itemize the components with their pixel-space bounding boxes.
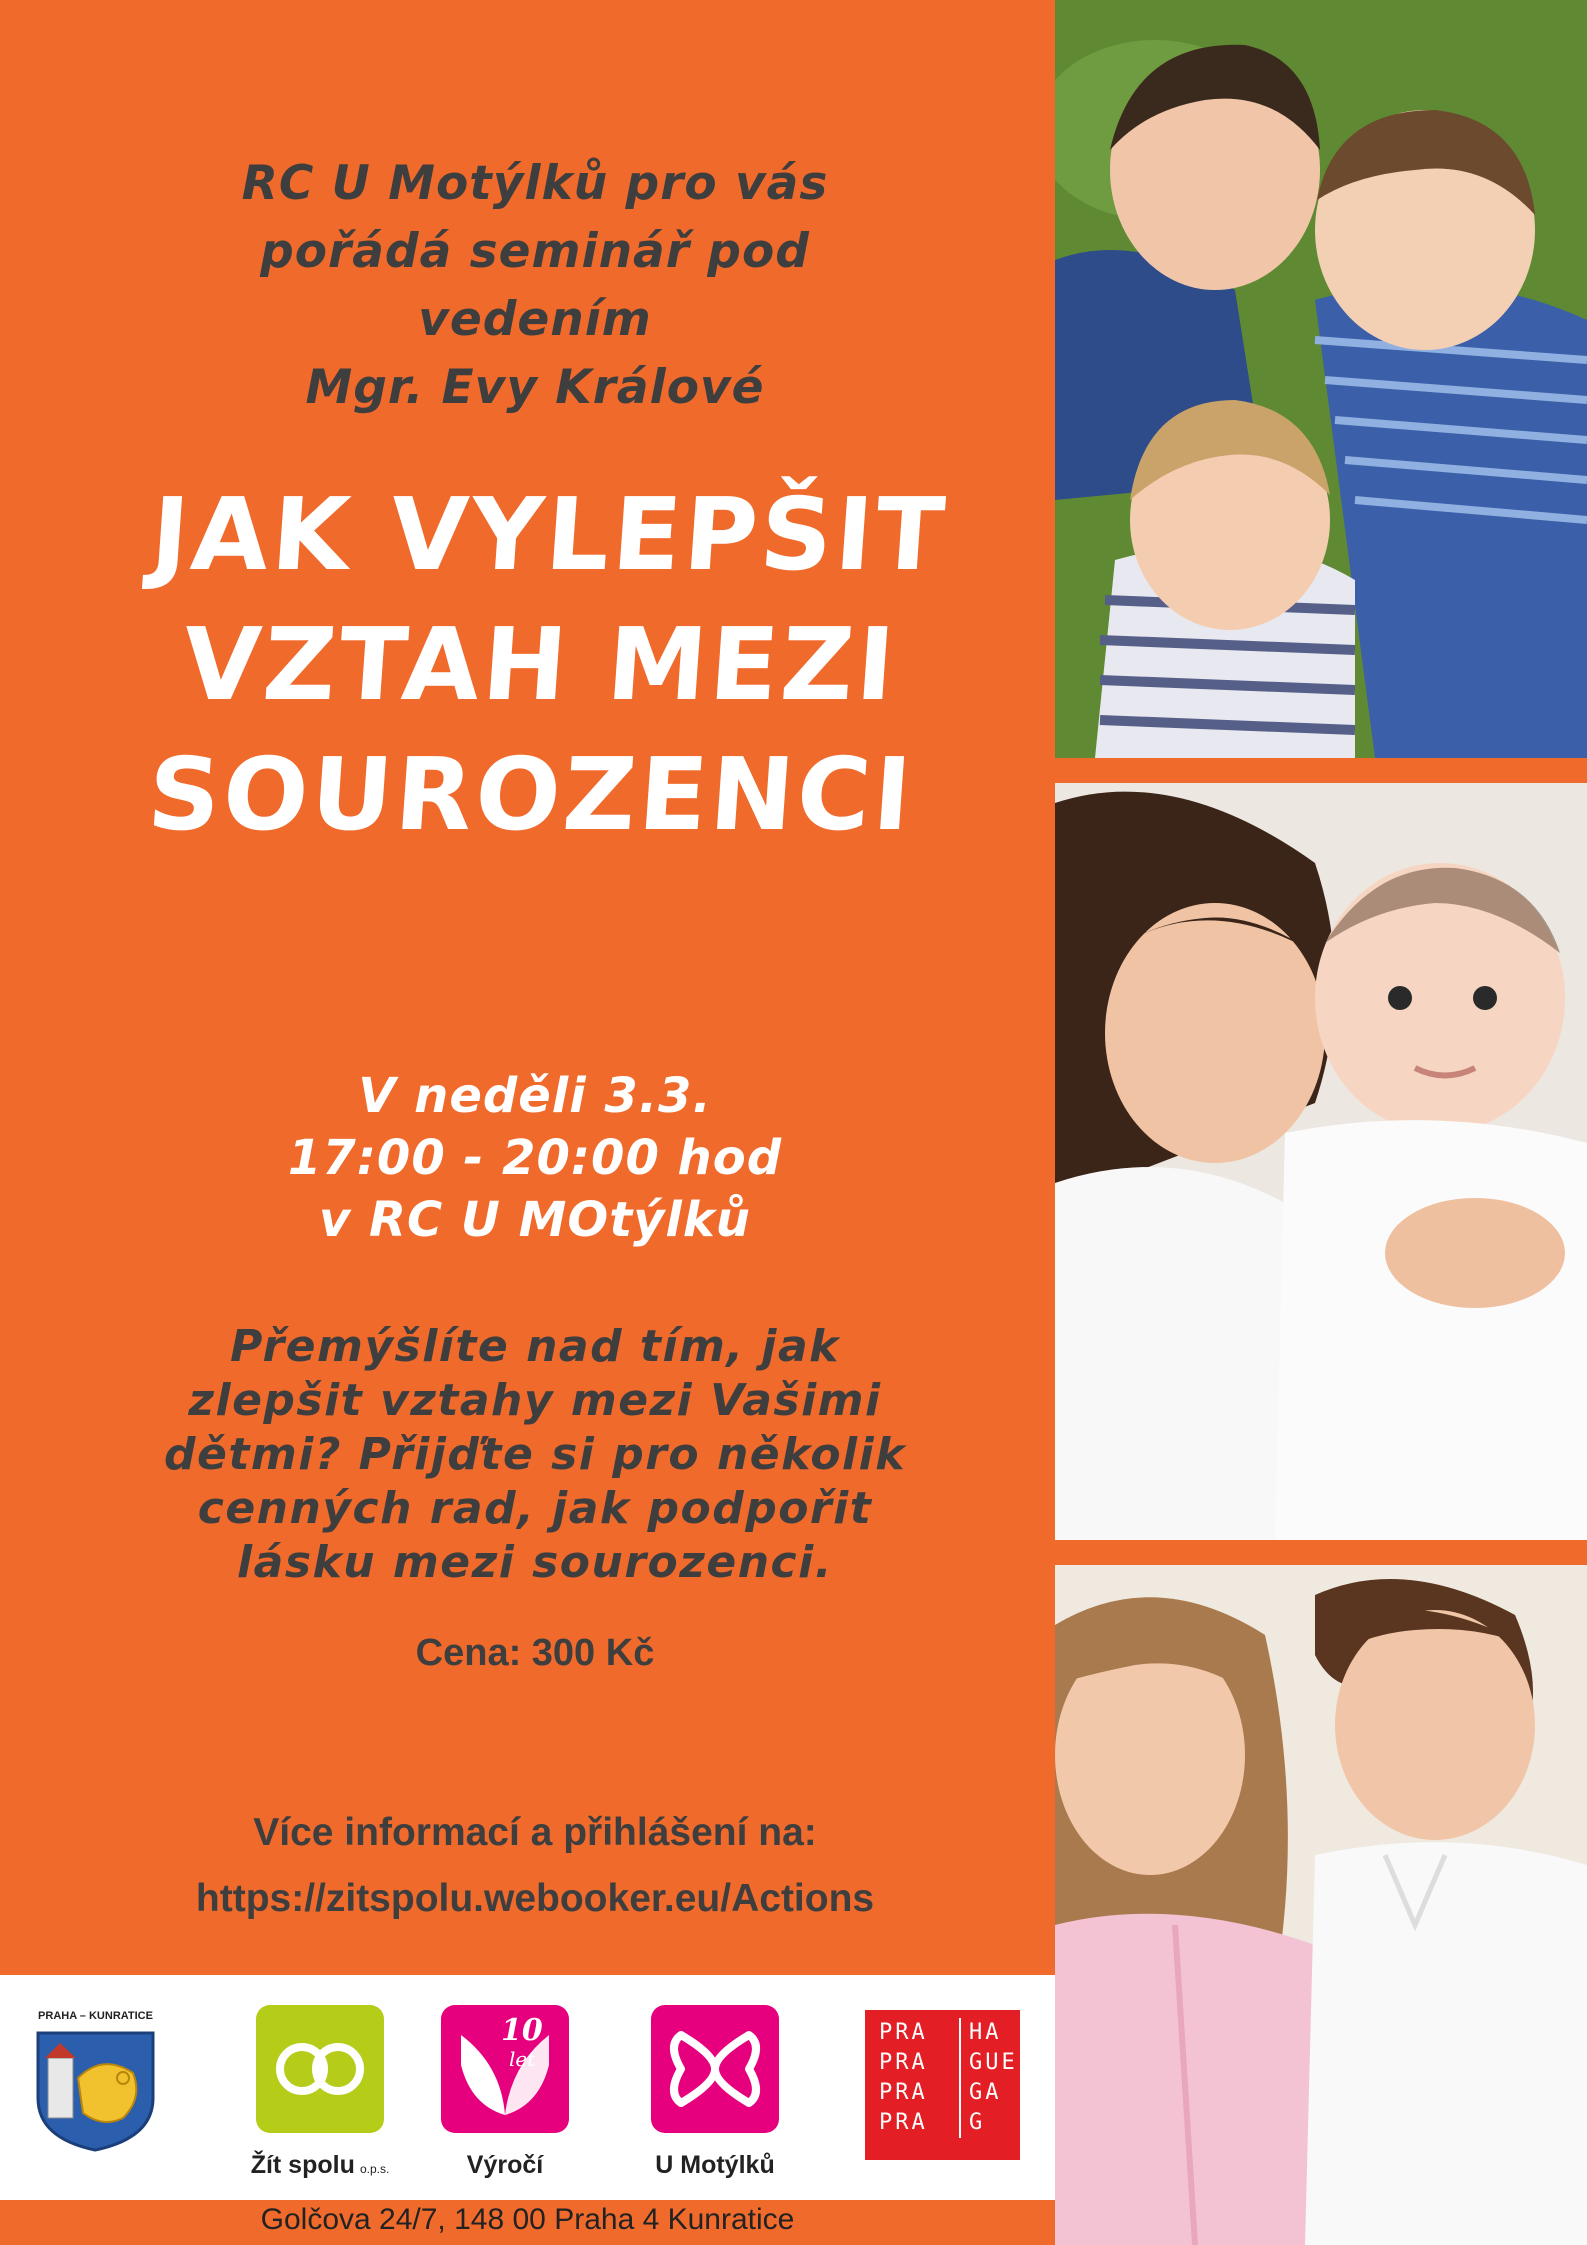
description-line: Přemýšlíte nad tím, jak <box>230 1321 840 1372</box>
prague-cell: PRA <box>879 2108 961 2138</box>
prague-cell: HA <box>969 2020 1002 2045</box>
photo-girl-kissing-baby <box>1055 783 1587 1540</box>
prague-logo <box>865 2010 1020 2160</box>
three-boys-illustration <box>1055 0 1587 758</box>
time-line: 17:00 - 20:00 hod <box>287 1130 783 1186</box>
description-line: dětmi? Přijďte si pro několik <box>164 1429 906 1480</box>
kunratice-coat-of-arms-icon <box>33 2028 158 2153</box>
intro-line: Mgr. Evy Králové <box>305 360 765 415</box>
anniversary-word: let <box>509 2047 536 2071</box>
girl-kissing-baby-illustration <box>1055 783 1587 1540</box>
prague-cell: PRA <box>879 2048 961 2078</box>
zit-spolu-label: Žít spolu <box>250 2151 355 2179</box>
u-motylku-label: U Motýlků <box>655 2151 775 2179</box>
event-date-time <box>60 1065 1010 1251</box>
prague-cell: PRA <box>879 2078 961 2108</box>
title-line: VZTAH MEZI <box>179 606 902 723</box>
prague-cell: G <box>969 2110 986 2135</box>
registration-link[interactable]: https://zitspolu.webooker.eu/Actions <box>195 1877 875 1920</box>
prague-cell: GUE <box>969 2050 1018 2075</box>
infinity-icon <box>256 2005 384 2133</box>
intro-text <box>60 150 1010 422</box>
u-motylku-logo <box>630 2005 800 2180</box>
zit-spolu-tile <box>256 2005 384 2133</box>
prague-cell: PRA <box>879 2018 961 2048</box>
zit-spolu-logo <box>225 2005 415 2180</box>
vyroci-tile <box>441 2005 569 2133</box>
prague-cell: GA <box>969 2080 1002 2105</box>
vyroci-logo <box>430 2005 580 2180</box>
venue-line: v RC U MOtýlků <box>319 1192 751 1248</box>
u-motylku-tile <box>651 2005 779 2133</box>
description-line: zlepšit vztahy mezi Vašimi <box>188 1375 882 1426</box>
description-line: lásku mezi sourozenci. <box>237 1537 833 1588</box>
title-line: SOUROZENCI <box>144 736 918 853</box>
intro-line: RC U Motýlků pro vás <box>241 156 829 211</box>
registration-info <box>60 1800 1010 1932</box>
photo-siblings-arguing <box>1055 1565 1587 2245</box>
vyroci-label: Výročí <box>466 2151 544 2179</box>
description-line: cenných rad, jak podpořit <box>197 1483 873 1534</box>
intro-line: pořádá seminář pod <box>260 224 810 279</box>
kunratice-logo <box>28 2010 163 2157</box>
title-line: JAK VYLEPŠIT <box>147 476 951 593</box>
price: Cena: 300 Kč <box>415 1632 655 1674</box>
address: Golčova 24/7, 148 00 Praha 4 Kunratice <box>260 2203 795 2236</box>
siblings-arguing-illustration <box>1055 1565 1587 2245</box>
info-label: Více informací a přihlášení na: <box>253 1811 817 1854</box>
kunratice-label: PRAHA – KUNRATICE <box>38 2010 153 2022</box>
anniversary-number: 10 <box>501 2013 543 2048</box>
date-line: V neděli 3.3. <box>358 1068 712 1124</box>
event-description <box>50 1320 1020 1590</box>
zit-spolu-suffix: o.p.s. <box>359 2162 390 2176</box>
butterfly-outline-icon <box>651 2005 779 2133</box>
photo-three-boys <box>1055 0 1587 758</box>
poster-title <box>26 470 1053 860</box>
intro-line: vedením <box>418 292 652 347</box>
